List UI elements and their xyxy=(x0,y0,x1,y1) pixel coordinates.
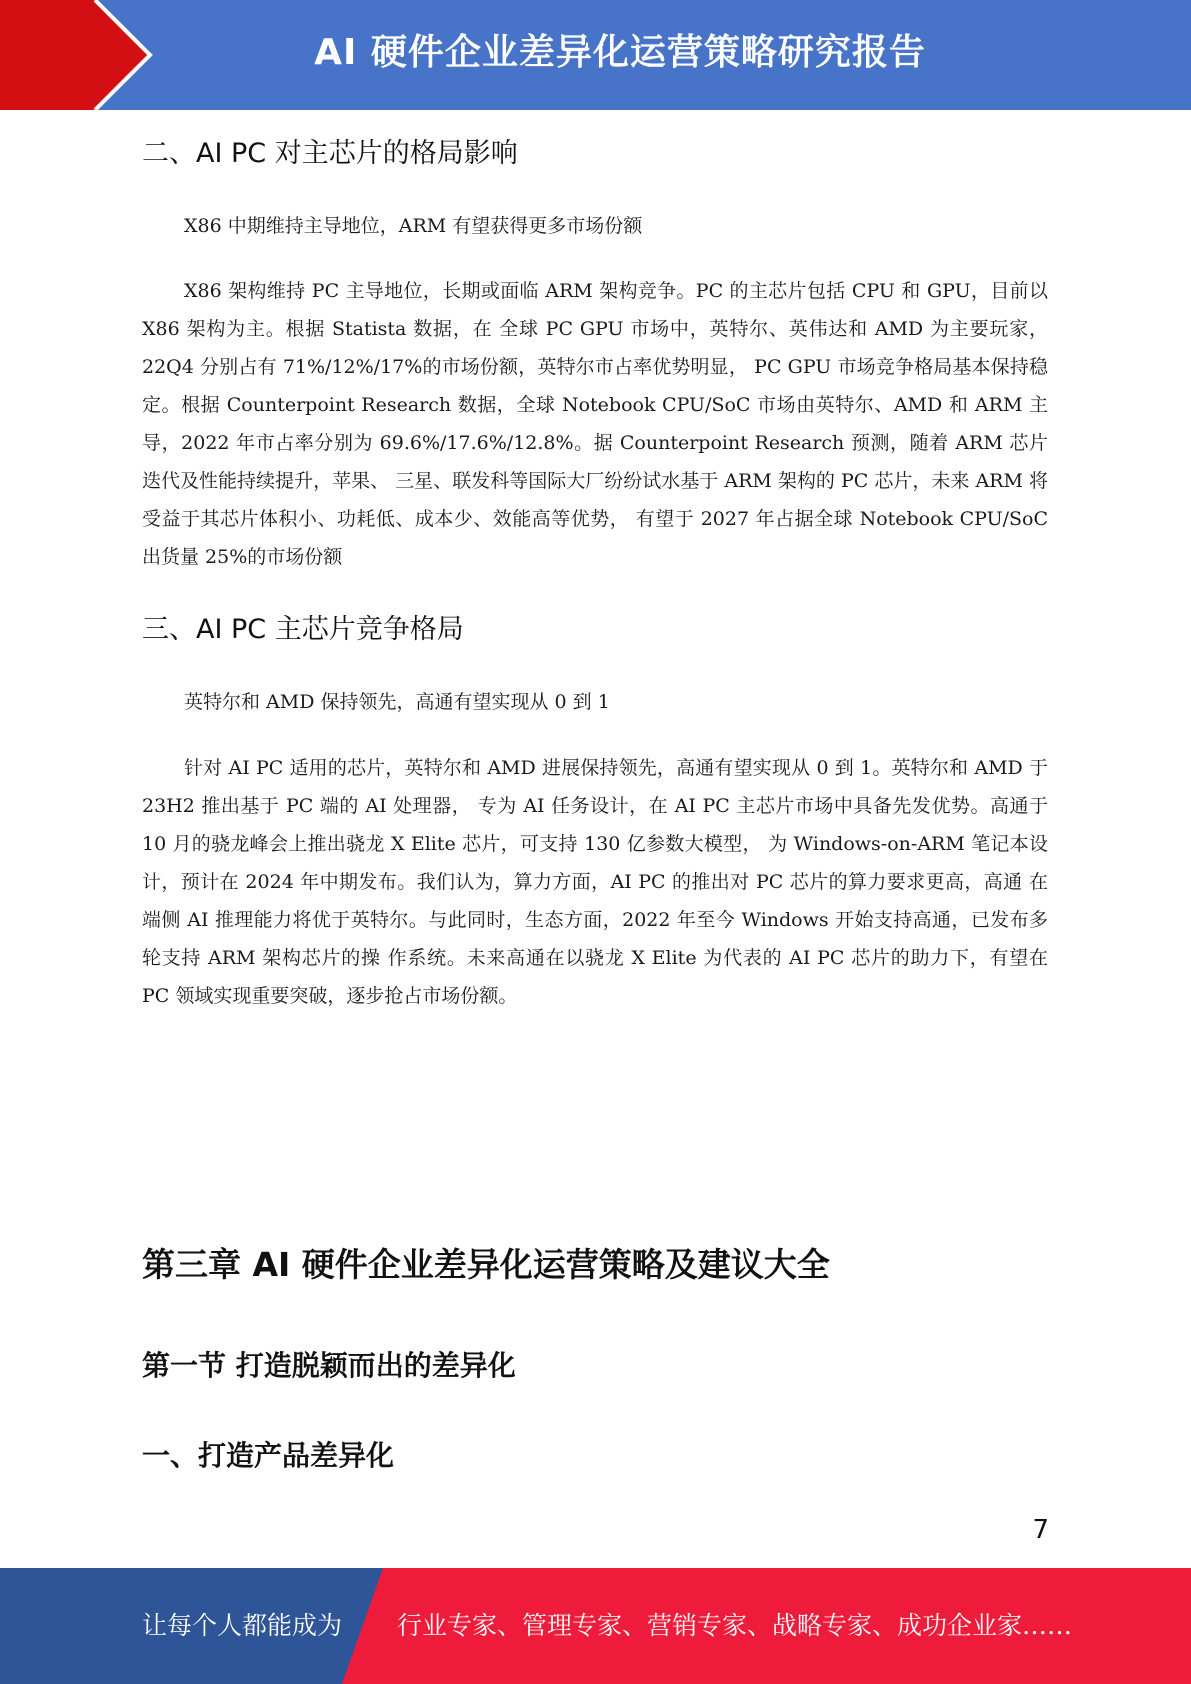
section-three-paragraph: 针对 AI PC 适用的芯片，英特尔和 AMD 进展保持领先，高通有望实现从 0 到 1。英特尔和 AMD 于 23H2 推出基于 PC 端的 AI 处理器， 专为 AI 任务设计，在 AI PC 主芯片市场中具备先发优势。高通于 10 月的骁龙峰会上推出骁龙 X Elite 芯片，可支持 130 亿参数大模型， 为 Windows-on-ARM 笔记本设计，预计在 2024 年中期发布。我们认为，算力方面，AI PC 的推出对 PC 芯片的算力要求更高，高通 在端侧 AI 推理能力将优于英特尔。与此同时，生态方面，2022 年至今 Windows 开始支持高通，已发布多轮支持 ARM 架构芯片的操 作系统。未来高通在以骁龙 X Elite 为代表的 AI PC 芯片的助力下，有望在 PC 领域实现重要突破，逐步抢占市场份额。 xyxy=(142,757,1048,1007)
section-three-subtitle: 英特尔和 AMD 保持领先，高通有望实现从 0 到 1 xyxy=(184,691,610,713)
subsection-title: 一、打造产品差异化 xyxy=(142,1439,395,1472)
page-number: 7 xyxy=(1032,1515,1049,1545)
page-footer xyxy=(0,1568,1191,1684)
page-header xyxy=(0,0,1191,110)
section-two-subtitle: X86 中期维持主导地位，ARM 有望获得更多市场份额 xyxy=(184,215,643,237)
section-two-heading: 二、AI PC 对主芯片的格局影响 xyxy=(142,138,518,169)
footer-slogan-left: 让每个人都能成为 xyxy=(142,1611,343,1640)
section-three-heading: 三、AI PC 主芯片竞争格局 xyxy=(142,614,464,645)
footer-slogan-right: 行业专家、管理专家、营销专家、战略专家、成功企业家…… xyxy=(397,1611,1073,1640)
report-title: AI 硬件企业差异化运营策略研究报告 xyxy=(314,32,926,73)
chapter-title: 第三章 AI 硬件企业差异化运营策略及建议大全 xyxy=(142,1245,830,1284)
section-two-paragraph: X86 架构维持 PC 主导地位，长期或面临 ARM 架构竞争。PC 的主芯片包括 CPU 和 GPU，目前以 X86 架构为主。根据 Statista 数据，在 全球 PC GPU 市场中，英特尔、英伟达和 AMD 为主要玩家，22Q4 分别占有 71%/12%/17%的市场份额，英特尔市占率优势明显， PC GPU 市场竞争格局基本保持稳定。根据 Counterpoint Research 数据，全球 Notebook CPU/SoC 市场由英特尔、AMD 和 ARM 主导，2022 年市占率分别为 69.6%/17.6%/12.8%。据 Counterpoint Research 预测，随着 ARM 芯片迭代及性能持续提升，苹果、 三星、联发科等国际大厂纷纷试水基于 ARM 架构的 PC 芯片，未来 ARM 将受益于其芯片体积小、功耗低、成本少、效能高等优势， 有望于 2027 年占据全球 Notebook CPU/SoC 出货量 25%的市场份额 xyxy=(142,280,1048,568)
section-title: 第一节 打造脱颖而出的差异化 xyxy=(142,1349,516,1382)
